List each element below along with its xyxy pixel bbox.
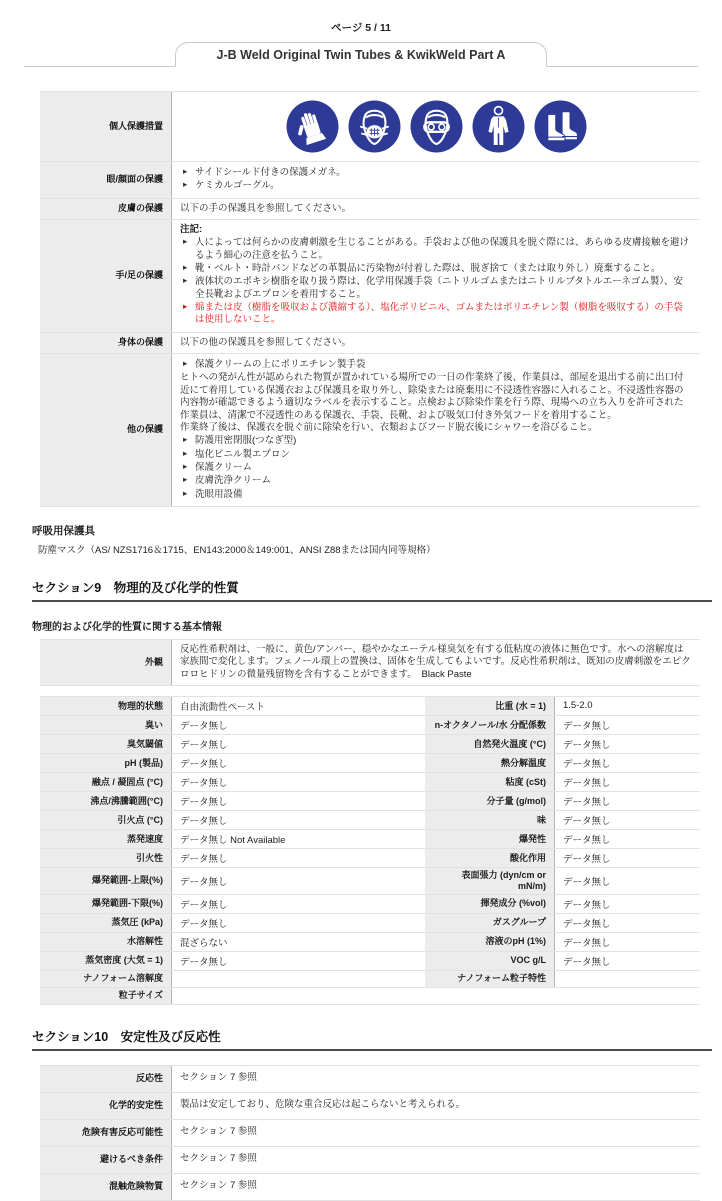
hand-protection-note: 注記: xyxy=(180,224,203,236)
other-protection-item: ▸ 洗眼用設備 xyxy=(180,489,692,501)
property-row xyxy=(40,952,700,971)
property-label: 酸化作用 xyxy=(425,849,555,867)
respiratory-heading: 呼吸用保護具 xyxy=(32,524,95,537)
property-value: データ無し xyxy=(563,739,611,751)
body-protection-text: 以下の他の保護具を参照してください。 xyxy=(180,336,352,348)
stability-value: セクション 7 参照 xyxy=(180,1153,257,1165)
property-value: データ無し xyxy=(180,720,228,732)
property-value: データ無し xyxy=(563,876,611,888)
document-title: J-B Weld Original Twin Tubes & KwikWeld Part A xyxy=(175,42,547,67)
property-value xyxy=(172,971,425,987)
property-value: 1.5-2.0 xyxy=(563,700,593,712)
page-header xyxy=(0,0,722,67)
other-protection-paragraph: 作業終了後は、保護衣を脱ぐ前に除染を行い、衣類およびフード脱衣後にシャワーを浴びること。 xyxy=(180,421,598,433)
property-label: 粘度 (cSt) xyxy=(425,773,555,791)
property-row xyxy=(40,933,700,952)
property-label: 臭気閾値 xyxy=(40,735,172,753)
property-value: データ無し xyxy=(180,899,228,911)
row-hand-foot-protection xyxy=(40,220,700,333)
property-value: データ無し xyxy=(563,720,611,732)
eye-protection-item: ▸ ケミカルゴーグル。 xyxy=(180,180,692,192)
row-skin-protection xyxy=(40,199,700,220)
property-label: ガスグループ xyxy=(425,914,555,932)
property-value: データ無し xyxy=(563,758,611,770)
other-protection-item: ▸ 皮膚洗浄クリーム xyxy=(180,475,692,487)
property-value: データ無し Not Available xyxy=(180,834,286,846)
personal-protection-table xyxy=(40,91,700,507)
property-label: ナノフォーム粒子特性 xyxy=(425,971,555,987)
section9-heading: セクション9 物理的及び化学的性質 xyxy=(32,578,712,602)
appearance-table xyxy=(40,639,700,686)
stability-value: 製品は安定しており、危険な重合反応は起こらないと考えられる。 xyxy=(180,1099,466,1111)
property-value: データ無し xyxy=(563,937,611,949)
property-value: データ無し xyxy=(563,834,611,846)
property-label: pH (製品) xyxy=(40,754,172,772)
dust-mask-icon xyxy=(348,100,401,153)
property-row xyxy=(40,868,700,895)
property-row xyxy=(40,754,700,773)
property-row xyxy=(40,988,700,1005)
hand-protection-item: ▸ 人によっては何らかの皮膚刺激を生じることがある。手袋および他の保護具を脱ぐ際には、あらゆる皮膚接触を避けるよう細心の注意を払うこと。 xyxy=(180,237,692,262)
row-personal-protection xyxy=(40,92,700,162)
property-label: 爆発性 xyxy=(425,830,555,848)
property-label: ナノフォーム溶解度 xyxy=(40,971,172,987)
other-protection-item: ▸ 塩化ビニル製エプロン xyxy=(180,449,692,461)
row-label: 手/足の保護 xyxy=(40,220,172,332)
property-label: 蒸気圧 (kPa) xyxy=(40,914,172,932)
property-value: データ無し xyxy=(180,739,228,751)
property-label: 沸点/沸騰範囲(°C) xyxy=(40,792,172,810)
other-protection-item: ▸ 保護クリーム xyxy=(180,462,692,474)
property-value xyxy=(555,971,700,987)
property-row xyxy=(40,792,700,811)
stability-value: セクション 7 参照 xyxy=(180,1180,257,1192)
property-label: 引火点 (°C) xyxy=(40,811,172,829)
stability-row xyxy=(40,1120,700,1147)
row-label: 化学的安定性 xyxy=(40,1093,172,1119)
property-value: データ無し xyxy=(180,758,228,770)
property-row xyxy=(40,914,700,933)
property-value: データ無し xyxy=(563,899,611,911)
appearance-text: 反応性希釈剤は、一般に、黄色/アンバー、穏やかなエーテル様臭気を有する低粘度の液体に無色です。水への溶解度は家族間で変化します。フェノール環上の置換は、固体を生成してもよいです。反応性希釈剤は、既知の皮膚刺激をエピクロロヒドリンの微量残留物を含有することができます。 Black Paste xyxy=(180,643,691,680)
hand-protection-item: ▸ 靴・ベルト・時計バンドなどの革製品に汚染物が付着した際は、脱ぎ捨て（または取り外し）廃棄すること。 xyxy=(180,263,692,275)
row-eye-face-protection xyxy=(40,162,700,199)
stability-row xyxy=(40,1174,700,1201)
other-protection-paragraph: ヒトへの発がん性が認められた物質が置かれている場所での一日の作業終了後、作業員は、部屋を退出する前に出口付近にて着用している保護衣および保護具を取り外し、除染または廃棄用に不浸透性容器に入れること。不浸透性容器の内容物が確認できるよう適切なラベルを表示すること。点検および除染作業を行う際、現場への立ち入りを許可された作業員は、清潔で不浸透性のある保護衣、手袋、長靴、および吸気口付き外気フードを着用すること。 xyxy=(180,372,684,421)
property-row xyxy=(40,773,700,792)
property-label: 揮発成分 (%vol) xyxy=(425,895,555,913)
property-row xyxy=(40,830,700,849)
row-label: 混触危険物質 xyxy=(40,1174,172,1200)
safety-goggles-icon xyxy=(410,100,463,153)
property-row xyxy=(40,849,700,868)
stability-row xyxy=(40,1093,700,1120)
row-label: 身体の保護 xyxy=(40,333,172,353)
property-label: n-オクタノール/水 分配係数 xyxy=(425,716,555,734)
property-value: データ無し xyxy=(563,815,611,827)
row-label: 個人保護措置 xyxy=(40,92,172,161)
row-label: 眼/顔面の保護 xyxy=(40,162,172,198)
safety-boots-icon xyxy=(534,100,587,153)
property-row xyxy=(40,811,700,830)
property-value: データ無し xyxy=(180,918,228,930)
page-number: ページ 5 / 11 xyxy=(331,22,391,34)
property-label: 蒸気密度 (大気 = 1) xyxy=(40,952,172,970)
ppe-icons xyxy=(172,92,700,161)
hand-protection-item: ▸ 液体状のエポキシ樹脂を取り扱う際は、化学用保護手袋（ニトリルゴムまたはニトリルブタトルエーネゴム製）、安全長靴およびエプロンを着用すること。 xyxy=(180,276,692,301)
property-label: 物理的状態 xyxy=(40,697,172,715)
protective-suit-icon xyxy=(472,100,525,153)
row-label: 外観 xyxy=(40,640,172,685)
property-value: データ無し xyxy=(180,777,228,789)
property-label: 爆発範囲-上限(%) xyxy=(40,868,172,894)
property-value: データ無し xyxy=(563,796,611,808)
property-label: 蒸発速度 xyxy=(40,830,172,848)
row-label: 危険有害反応可能性 xyxy=(40,1120,172,1146)
property-label: 臭い xyxy=(40,716,172,734)
property-label: 爆発範囲-下限(%) xyxy=(40,895,172,913)
row-body-protection xyxy=(40,333,700,354)
property-row xyxy=(40,697,700,716)
property-value: データ無し xyxy=(180,815,228,827)
property-label: VOC g/L xyxy=(425,952,555,970)
property-label: 融点 / 凝固点 (°C) xyxy=(40,773,172,791)
eye-protection-item: ▸ サイドシールド付きの保護メガネ。 xyxy=(180,167,692,179)
other-protection-item: ▸ 防護用密閉服(つなぎ型) xyxy=(180,435,692,447)
stability-row xyxy=(40,1066,700,1093)
row-label: 皮膚の保護 xyxy=(40,199,172,219)
section9-subheading: 物理的および化学的性質に関する基本情報 xyxy=(32,621,222,633)
stability-table xyxy=(40,1065,700,1201)
skin-protection-text: 以下の手の保護具を参照してください。 xyxy=(180,202,352,214)
row-label: 反応性 xyxy=(40,1066,172,1092)
property-value: データ無し xyxy=(563,853,611,865)
property-value: データ無し xyxy=(563,918,611,930)
stability-value: セクション 7 参照 xyxy=(180,1072,257,1084)
stability-value: セクション 7 参照 xyxy=(180,1126,257,1138)
stability-row xyxy=(40,1147,700,1174)
property-label: 溶液のpH (1%) xyxy=(425,933,555,951)
property-label: 粒子サイズ xyxy=(40,988,172,1004)
row-label: 避けるべき条件 xyxy=(40,1147,172,1173)
row-label: 他の保護 xyxy=(40,354,172,506)
property-value: 自由流動性ペースト xyxy=(180,701,266,713)
row-appearance xyxy=(40,640,700,686)
property-value: データ無し xyxy=(180,796,228,808)
property-label: 分子量 (g/mol) xyxy=(425,792,555,810)
property-row xyxy=(40,971,700,988)
property-label: 引火性 xyxy=(40,849,172,867)
physical-properties-table xyxy=(40,696,700,1005)
property-value: データ無し xyxy=(180,956,228,968)
respiratory-text: 防塵マスク（AS/ NZS1716＆1715、EN143:2000＆149:001、ANSI Z88または国内同等規格） xyxy=(38,544,436,556)
property-value: データ無し xyxy=(180,853,228,865)
protective-gloves-icon xyxy=(286,100,339,153)
property-label: 比重 (水 = 1) xyxy=(425,697,555,715)
title-band xyxy=(24,39,698,67)
property-label: 表面張力 (dyn/cm or mN/m) xyxy=(425,868,555,894)
row-other-protection xyxy=(40,354,700,507)
property-label: 水溶解性 xyxy=(40,933,172,951)
hand-protection-warning: ▸ 綿または皮（樹脂を吸収および濃縮する）、塩化ポリビニル、ゴムまたはポリエチレン製（樹脂を吸収する）の手袋は使用しないこと。 xyxy=(180,302,692,327)
property-value: 混ざらない xyxy=(180,937,228,949)
property-value: データ無し xyxy=(180,876,228,888)
respiratory-protection xyxy=(32,523,700,556)
property-value: データ無し xyxy=(563,956,611,968)
property-label: 味 xyxy=(425,811,555,829)
other-protection-item: ▸ 保護クリームの上にポリエチレン製手袋 xyxy=(180,359,692,371)
property-row xyxy=(40,735,700,754)
section10-heading: セクション10 安定性及び反応性 xyxy=(32,1027,712,1051)
property-value: データ無し xyxy=(563,777,611,789)
property-value xyxy=(172,988,700,1004)
property-label: 自然発火温度 (°C) xyxy=(425,735,555,753)
property-label: 熱分解温度 xyxy=(425,754,555,772)
property-row xyxy=(40,716,700,735)
property-row xyxy=(40,895,700,914)
